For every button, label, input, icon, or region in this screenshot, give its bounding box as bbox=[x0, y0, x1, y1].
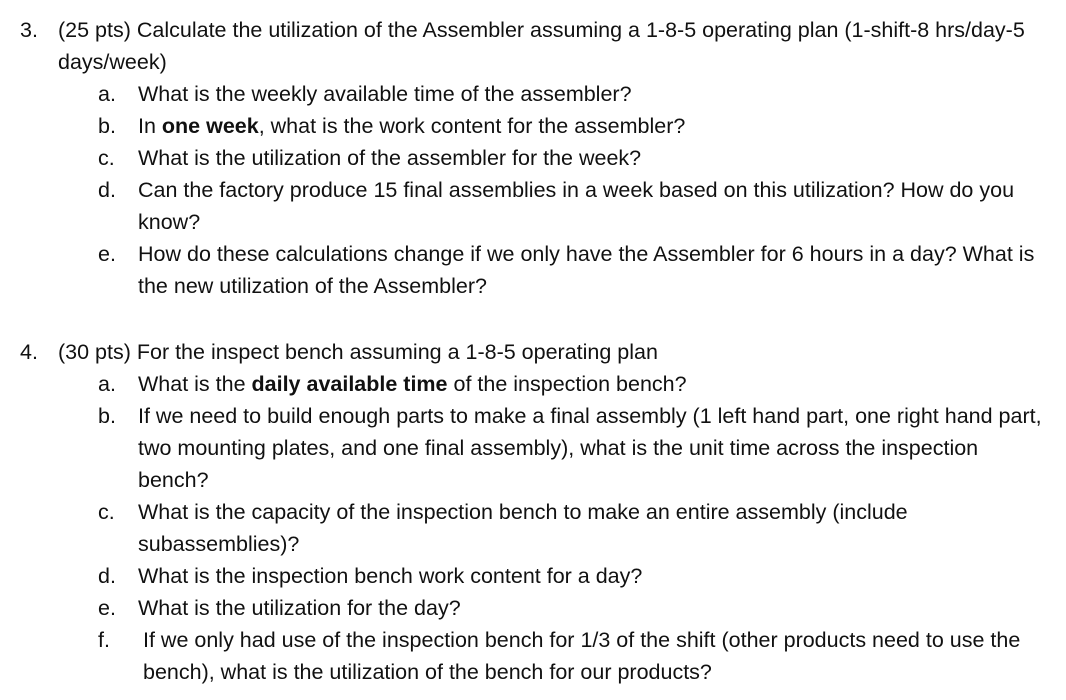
item-letter: e. bbox=[98, 242, 116, 266]
list-item bbox=[0, 624, 1066, 688]
question-items bbox=[0, 368, 1066, 688]
item-letter: a. bbox=[98, 82, 116, 106]
list-item bbox=[0, 78, 1066, 110]
question-4 bbox=[0, 336, 1066, 688]
list-item bbox=[0, 368, 1066, 400]
list-item bbox=[0, 174, 1066, 238]
question-prompt: (30 pts) For the inspect bench assuming a 1-8-5 operating plan bbox=[58, 340, 658, 364]
item-letter: b. bbox=[98, 404, 116, 428]
item-letter: b. bbox=[98, 114, 116, 138]
list-item bbox=[0, 560, 1066, 592]
item-text: What is the inspection bench work content for a day? bbox=[138, 564, 643, 588]
item-text: What is the weekly available time of the assembler? bbox=[138, 82, 632, 106]
list-item bbox=[0, 110, 1066, 142]
item-text: How do these calculations change if we only have the Assembler for 6 hours in a day? What is the new utilization of the Assembler? bbox=[138, 242, 1035, 298]
emphasis-text: daily available time bbox=[251, 372, 448, 396]
item-text: If we only had use of the inspection bench for 1/3 of the shift (other products need to use the bench), what is the utilization of the bench for our products? bbox=[143, 628, 1021, 684]
list-item bbox=[0, 400, 1066, 496]
item-text: If we need to build enough parts to make a final assembly (1 left hand part, one right hand part, two mounting plates, and one final assembly), what is the unit time across the inspection bench? bbox=[138, 404, 1042, 492]
list-item bbox=[0, 142, 1066, 174]
question-3 bbox=[0, 14, 1066, 302]
emphasis-text: one week bbox=[161, 114, 259, 138]
list-item bbox=[0, 238, 1066, 302]
list-item bbox=[0, 496, 1066, 560]
item-letter: d. bbox=[98, 178, 116, 202]
item-text: What is the daily available time of the inspection bench? bbox=[138, 372, 687, 396]
list-item bbox=[0, 592, 1066, 624]
item-text: In one week, what is the work content for the assembler? bbox=[138, 114, 686, 138]
item-letter: e. bbox=[98, 596, 116, 620]
question-number: 4. bbox=[20, 340, 38, 364]
item-letter: c. bbox=[98, 146, 115, 170]
item-letter: f. bbox=[98, 628, 110, 652]
item-letter: a. bbox=[98, 372, 116, 396]
item-text: What is the utilization for the day? bbox=[138, 596, 461, 620]
item-text: What is the utilization of the assembler for the week? bbox=[138, 146, 642, 170]
item-text: Can the factory produce 15 final assemblies in a week based on this utilization? How do you know? bbox=[138, 178, 1015, 234]
question-items bbox=[0, 78, 1066, 302]
item-text: What is the capacity of the inspection bench to make an entire assembly (include subassemblies)? bbox=[138, 500, 908, 556]
question-number: 3. bbox=[20, 18, 38, 42]
item-letter: d. bbox=[98, 564, 116, 588]
question-prompt: (25 pts) Calculate the utilization of the Assembler assuming a 1-8-5 operating plan (1-shift-8 hrs/day-5 days/week) bbox=[58, 18, 1025, 74]
item-letter: c. bbox=[98, 500, 115, 524]
